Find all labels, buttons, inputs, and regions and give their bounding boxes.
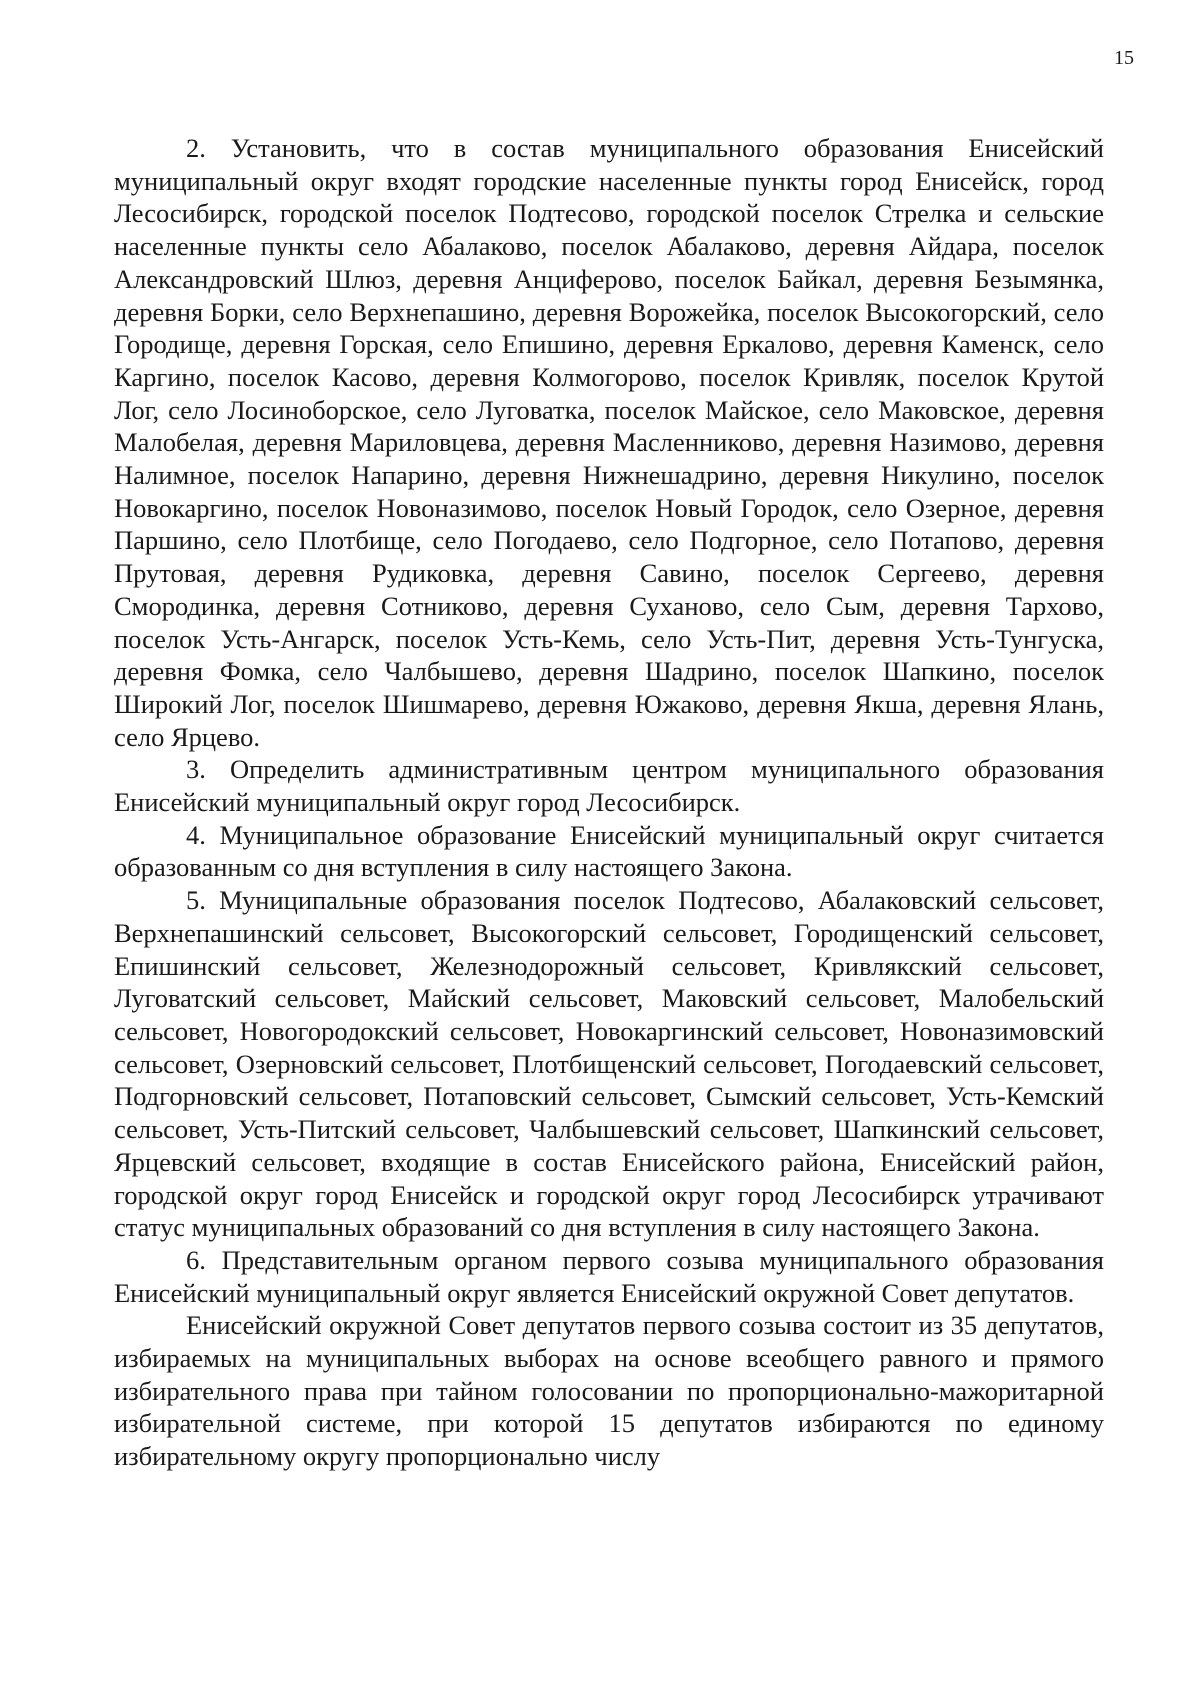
paragraph-item-6: 6. Представительным органом первого созыва муниципального образования Енисейский муниципальный округ является Енисейский окружной Совет депутатов. [114, 1244, 1104, 1308]
document-body [114, 132, 1104, 1473]
paragraph-item-4: 4. Муниципальное образование Енисейский муниципальный округ считается образованным со дня вступления в силу настоящего Закона. [114, 819, 1104, 883]
page-number: 15 [1114, 47, 1134, 69]
paragraph-item-3: 3. Определить административным центром муниципального образования Енисейский муниципальный округ город Лесосибирск. [114, 754, 1104, 818]
paragraph-council-composition: Енисейский окружной Совет депутатов первого созыва состоит из 35 депутатов, избираемых на муниципальных выборах на основе всеобщего равного и прямого избирательного права при тайном голосовании по пропорционально-мажоритарной избирательной системе, при которой 15 депутатов избираются по единому избирательному округу пропорционально числу [114, 1310, 1104, 1472]
paragraph-item-5: 5. Муниципальные образования поселок Подтесово, Абалаковский сельсовет, Верхнепашинский сельсовет, Высокогорский сельсовет, Городищенский сельсовет, Епишинский сельсовет, Железнодорожный сельсовет, Кривлякский сельсовет, Луговатский сельсовет, Майский сельсовет, Маковский сельсовет, Малобельский сельсовет, Новогородокский сельсовет, Новокаргинский сельсовет, Новоназимовский сельсовет, Озерновский сельсовет, Плотбищенский сельсовет, Погодаевский сельсовет, Подгорновский сельсовет, Потаповский сельсовет, Сымский сельсовет, Усть-Кемский сельсовет, Усть-Питский сельсовет, Чалбышевский сельсовет, Шапкинский сельсовет, Ярцевский сельсовет, входящие в состав Енисейского района, Енисейский район, городской округ город Енисейск и городской округ город Лесосибирск утрачивают статус муниципальных образований со дня вступления в силу настоящего Закона. [114, 885, 1104, 1243]
paragraph-item-2: 2. Установить, что в состав муниципального образования Енисейский муниципальный округ входят городские населенные пункты город Енисейск, город Лесосибирск, городской поселок Подтесово, городской поселок Стрелка и сельские населенные пункты село Абалаково, поселок Абалаково, деревня Айдара, поселок Александровский Шлюз, деревня Анциферово, поселок Байкал, деревня Безымянка, деревня Борки, село Верхнепашино, деревня Ворожейка, поселок Высокогорский, село Городище, деревня Горская, село Епишино, деревня Еркалово, деревня Каменск, село Каргино, поселок Касово, деревня Колмогорово, поселок Кривляк, поселок Крутой Лог, село Лосиноборское, село Луговатка, поселок Майское, село Маковское, деревня Малобелая, деревня Мариловцева, деревня Масленниково, деревня Назимово, деревня Налимное, поселок Напарино, деревня Нижнешадрино, деревня Никулино, поселок Новокаргино, поселок Новоназимово, поселок Новый Городок, село Озерное, деревня Паршино, село Плотбище, село Погодаево, село Подгорное, село Потапово, деревня Прутовая, деревня Рудиковка, деревня Савино, поселок Сергеево, деревня Смородинка, деревня Сотниково, деревня Суханово, село Сым, деревня Тархово, поселок Усть-Ангарск, поселок Усть-Кемь, село Усть-Пит, деревня Усть-Тунгуска, деревня Фомка, село Чалбышево, деревня Шадрино, поселок Шапкино, поселок Широкий Лог, поселок Шишмарево, деревня Южаково, деревня Якша, деревня Ялань, село Ярцево. [114, 133, 1104, 752]
